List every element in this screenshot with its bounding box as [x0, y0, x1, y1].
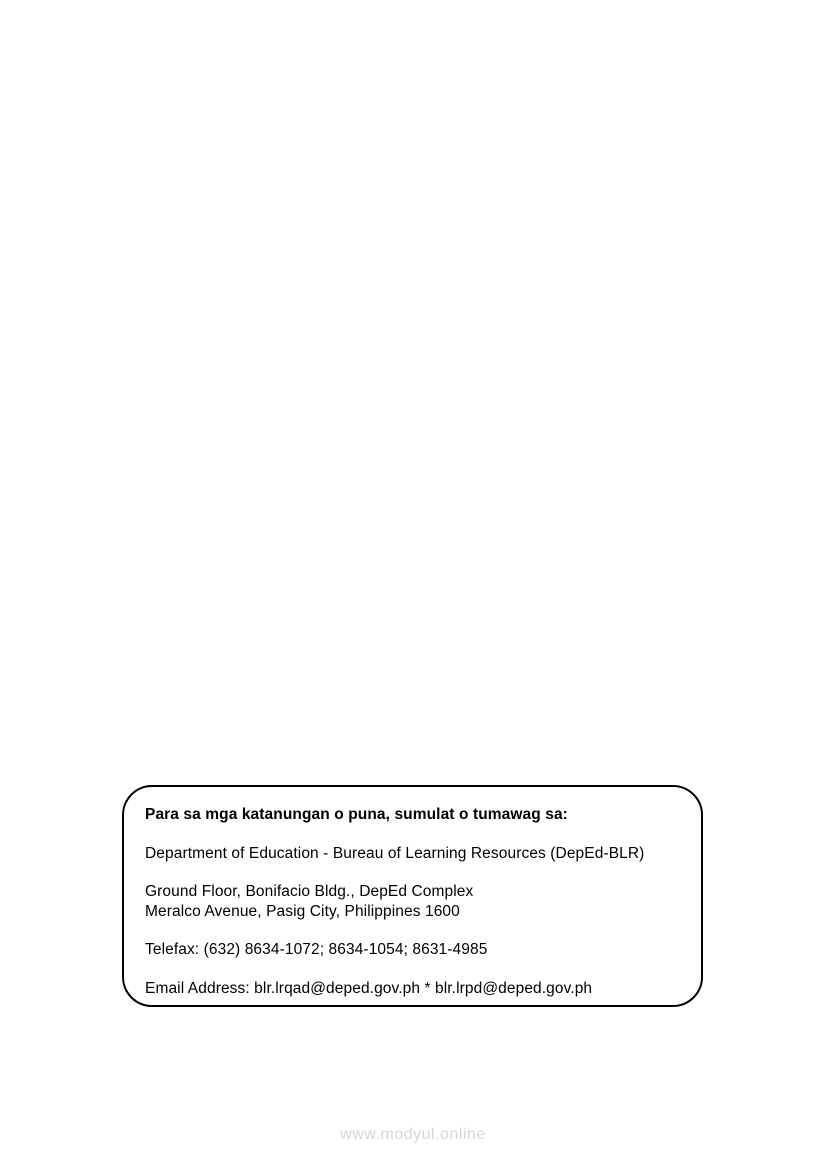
contact-box-heading: Para sa mga katanungan o puna, sumulat o tumawag sa: [145, 806, 568, 823]
email-line: Email Address: blr.lrqad@deped.gov.ph * blr.lrpd@deped.gov.ph [145, 979, 593, 997]
address-line-2: Meralco Avenue, Pasig City, Philippines 1600 [145, 902, 460, 920]
address-line-1: Ground Floor, Bonifacio Bldg., DepEd Complex [145, 883, 474, 900]
contact-info-box [122, 785, 703, 1007]
department-line: Department of Education - Bureau of Learning Resources (DepEd-BLR) [145, 844, 645, 862]
site-watermark: www.modyul.online [340, 1126, 486, 1143]
telefax-line: Telefax: (632) 8634-1072; 8634-1054; 8631-4985 [145, 941, 488, 958]
